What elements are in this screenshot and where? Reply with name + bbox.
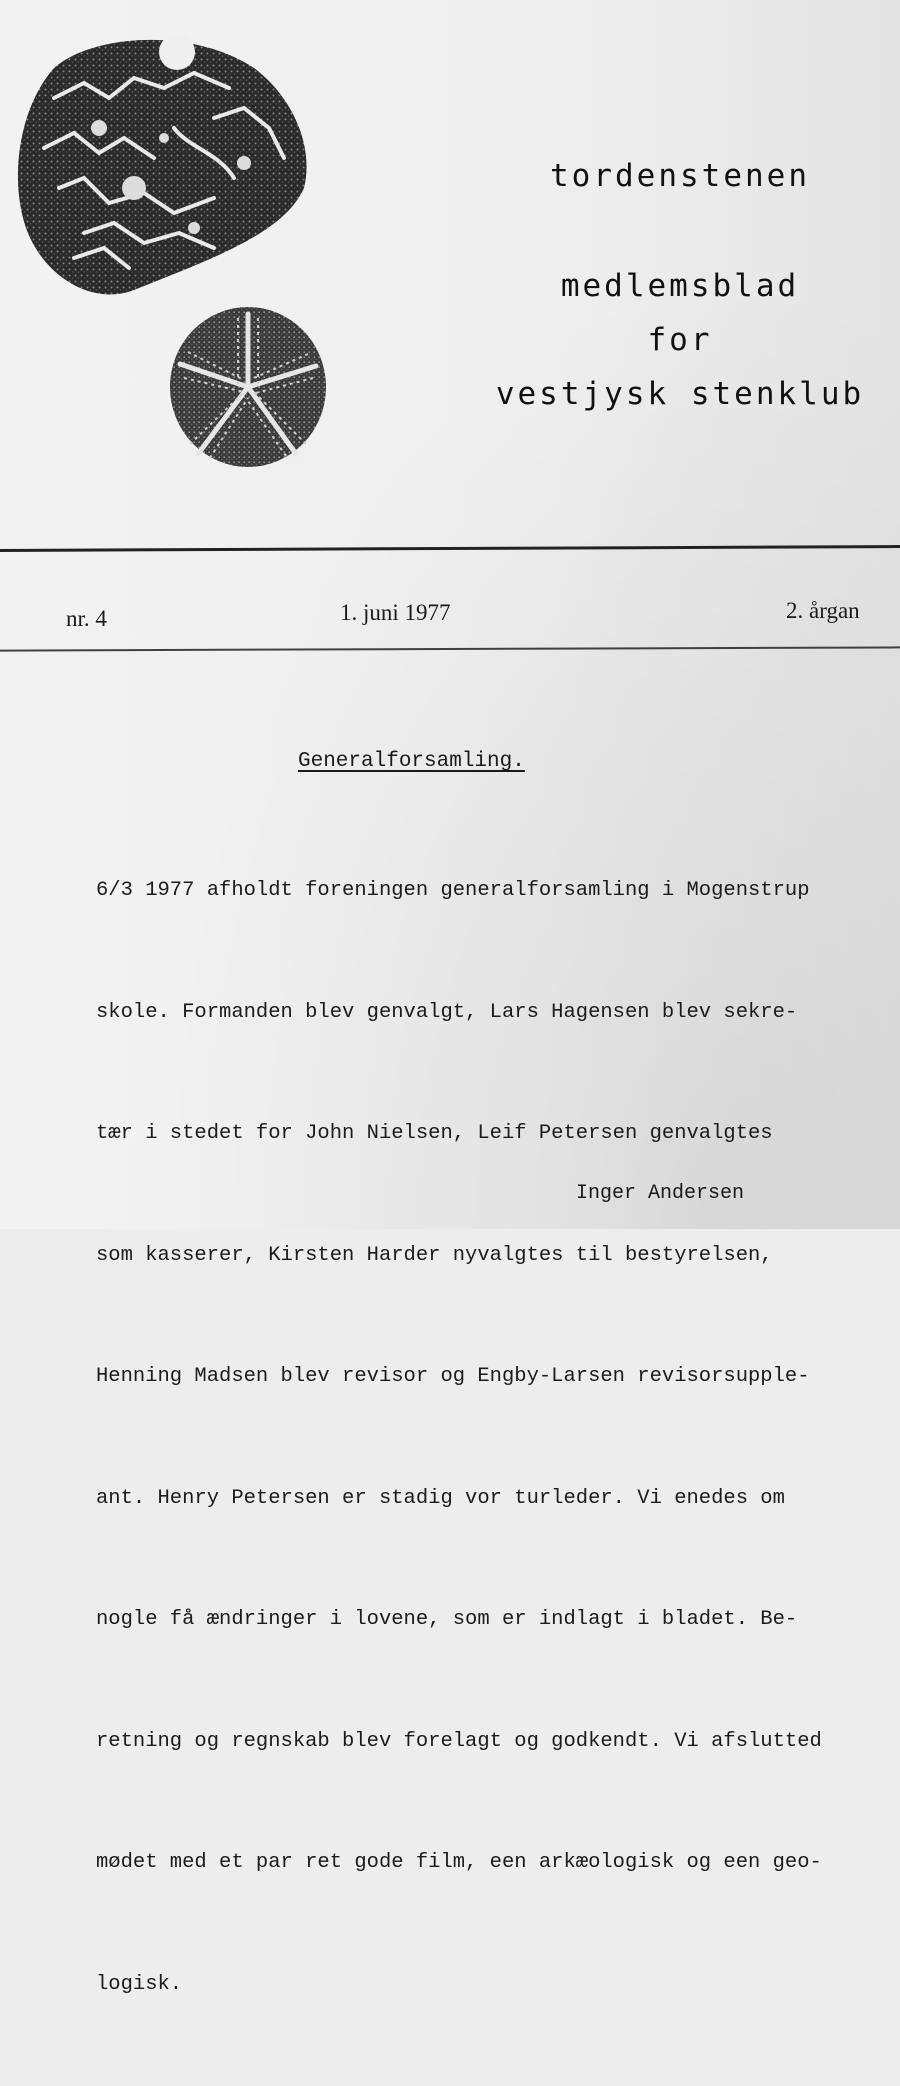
article-line: 6/3 1977 afholdt foreningen generalforsamling i Mogenstrup	[96, 879, 810, 902]
newsletter-title: tordenstenen	[550, 158, 810, 194]
sea-urchin-fossil-illustration	[168, 306, 328, 468]
article-line: mødet med et par ret gode film, een arkæologisk og een geo-	[96, 1851, 822, 1874]
article-line: nogle få ændringer i lovene, som er indlagt i bladet. Be-	[96, 1608, 798, 1631]
issue-volume: 2. årgan	[786, 598, 860, 623]
article-line: ant. Henry Petersen er stadig vor turleder. Vi enedes om	[96, 1486, 785, 1510]
subtitle-line-3: vestjysk stenklub	[495, 376, 865, 412]
fossil-stone-illustration	[14, 28, 314, 300]
article-body	[96, 790, 900, 2086]
issue-date: 1. juni 1977	[340, 600, 451, 625]
article-line: som kasserer, Kirsten Harder nyvalgtes til bestyrelsen,	[96, 1243, 773, 1267]
author-signature: Inger Andersen	[576, 1182, 745, 1205]
subtitle-line-2: for	[647, 322, 713, 358]
article-line: tær i stedet for John Nielsen, Leif Petersen genvalgtes	[96, 1122, 773, 1145]
article-heading: Generalforsamling.	[298, 750, 525, 773]
article-line: logisk.	[96, 1972, 183, 1996]
article-line: retning og regnskab blev forelagt og godkendt. Vi afslutted	[96, 1729, 822, 1753]
article-line: skole. Formanden blev genvalgt, Lars Hagensen blev sekre-	[96, 1000, 798, 1024]
top-divider	[0, 545, 900, 552]
subtitle-line-1: medlemsblad	[560, 268, 800, 304]
bottom-divider	[0, 646, 900, 651]
article-line: Henning Madsen blev revisor og Engby-Larsen revisorsupple-	[96, 1365, 810, 1388]
issue-number: nr. 4	[66, 606, 107, 631]
